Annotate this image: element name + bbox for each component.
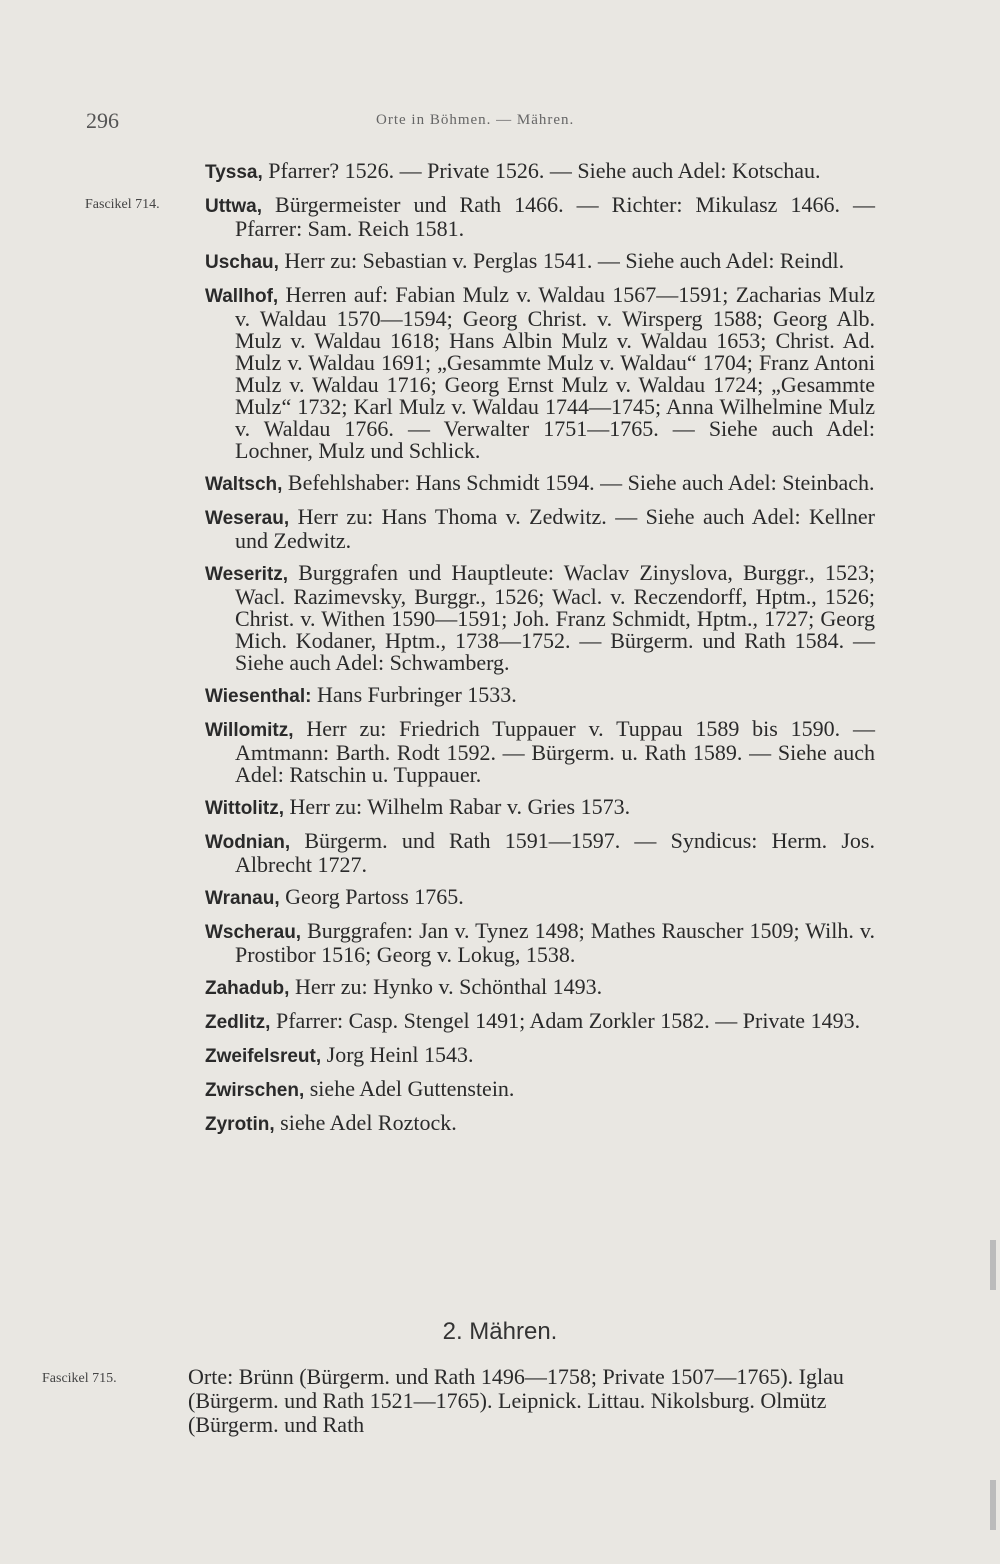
entry-text: Pfarrer: Casp. Stengel 1491; Adam Zorkler 1582. — Private 1493. <box>270 1008 861 1033</box>
page-header <box>0 108 1000 138</box>
place-entry <box>205 1010 875 1034</box>
place-name: Willomitz, <box>205 720 294 741</box>
place-name: Wittolitz, <box>205 798 284 819</box>
moravia-paragraph <box>42 1364 848 1437</box>
place-entry <box>205 886 875 910</box>
place-entry <box>205 506 875 552</box>
place-name: Wranau, <box>205 888 280 909</box>
entry-text: Hans Furbringer 1533. <box>311 682 517 707</box>
place-entry <box>205 160 875 184</box>
entry-text: Herr zu: Friedrich Tuppauer v. Tuppau 1589 bis 1590. — Amtmann: Barth. Rodt 1592. — Bürgerm. u. Rath 1589. — Siehe auch Adel: Ratschin u. Tuppauer. <box>235 716 875 787</box>
place-entry <box>205 796 875 820</box>
entry-body <box>205 1112 875 1136</box>
place-name: Waltsch, <box>205 474 283 495</box>
place-name: Zedlitz, <box>205 1012 271 1033</box>
entry-body <box>205 562 875 674</box>
entry-body <box>205 160 875 184</box>
entry-body <box>205 886 875 910</box>
place-name: Weseritz, <box>205 564 289 585</box>
entry-text: Herr zu: Hans Thoma v. Zedwitz. — Siehe auch Adel: Kellner und Zedwitz. <box>235 504 875 553</box>
entry-text: Jorg Heinl 1543. <box>321 1042 474 1067</box>
entry-text: Burggrafen und Hauptleute: Waclav Zinyslova, Burggr., 1523; Wacl. Razimevsky, Burggr., 1526; Wacl. v. Reczendorff, Hptm., 1526; Christ. v. Withen 1590—1591; Joh. Franz Schmidt, Hptm., 1727; Georg Mich. Kodaner, Hptm., 1738—1752. — Bürgerm. und Rath 1584. — Siehe auch Adel: Schwamberg. <box>235 560 875 675</box>
entry-text: Herren auf: Fabian Mulz v. Waldau 1567—1591; Zacharias Mulz v. Waldau 1570—1594; Georg Christ. v. Wirsperg 1588; Georg Alb. Mulz v. Waldau 1618; Hans Albin Mulz v. Waldau 1653; Christ. Ad. Mulz v. Waldau 1691; „Gesammte Mulz v. Waldau“ 1704; Franz Antoni Mulz v. Waldau 1716; Georg Ernst Mulz v. Waldau 1724; „Gesammte Mulz“ 1732; Karl Mulz v. Waldau 1744—1745; Anna Wilhelmine Mulz v. Waldau 1766. — Verwalter 1751—1765. — Siehe auch Adel: Lochner, Mulz und Schlick. <box>235 282 875 463</box>
place-entry <box>205 718 875 786</box>
entry-body <box>205 1078 875 1102</box>
place-entry <box>205 250 875 274</box>
place-entry <box>205 1078 875 1102</box>
section-title: 2. Mähren. <box>442 1318 558 1345</box>
entry-text: siehe Adel Roztock. <box>274 1110 457 1135</box>
entry-text: Georg Partoss 1765. <box>279 884 464 909</box>
page-edge-mark <box>990 1480 996 1530</box>
entry-body <box>205 684 875 708</box>
entry-body <box>205 284 875 462</box>
place-name: Wscherau, <box>205 922 302 943</box>
place-entry <box>205 472 875 496</box>
moravia-text: Orte: Brünn (Bürgerm. und Rath 1496—1758; Private 1507—1765). Iglau (Bürgerm. und Rath 1521—1765). Leipnick. Littau. Nikolsburg. Olmütz (Bürgerm. und Rath <box>188 1364 844 1437</box>
entry-text: Herr zu: Wilhelm Rabar v. Gries 1573. <box>283 794 631 819</box>
place-entry <box>85 192 875 241</box>
entry-text: Pfarrer? 1526. — Private 1526. — Siehe auch Adel: Kotschau. <box>262 158 821 183</box>
place-entry <box>205 1112 875 1136</box>
entry-body <box>205 194 875 240</box>
entry-body <box>205 1044 875 1068</box>
entry-body <box>205 506 875 552</box>
place-entry <box>205 284 875 462</box>
place-name: Zyrotin, <box>205 1114 275 1135</box>
place-name: Wodnian, <box>205 832 291 853</box>
place-name: Zweifelsreut, <box>205 1046 322 1067</box>
place-name: Weserau, <box>205 508 290 529</box>
running-title: Orte in Böhmen. — Mähren. <box>376 112 575 128</box>
page-edge-mark <box>990 1240 996 1290</box>
place-name: Zwirschen, <box>205 1080 305 1101</box>
place-entry <box>205 830 875 876</box>
place-name: Uschau, <box>205 252 279 273</box>
place-entry <box>205 1044 875 1068</box>
entry-text: Befehlshaber: Hans Schmidt 1594. — Siehe auch Adel: Steinbach. <box>282 470 875 495</box>
place-name: Zahadub, <box>205 978 290 999</box>
entry-body <box>205 472 875 496</box>
entry-text: Herr zu: Sebastian v. Perglas 1541. — Siehe auch Adel: Reindl. <box>278 248 845 273</box>
place-name: Wallhof, <box>205 286 279 307</box>
entry-text: Bürgerm. und Rath 1591—1597. — Syndicus: Herm. Jos. Albrecht 1727. <box>235 828 875 877</box>
place-name: Tyssa, <box>205 162 263 183</box>
entry-text: Bürgermeister und Rath 1466. — Richter: Mikulasz 1466. — Pfarrer: Sam. Reich 1581. <box>235 192 875 241</box>
place-entry <box>205 976 875 1000</box>
fascicle-note: Fascikel 715. <box>42 1371 117 1386</box>
entry-body <box>205 920 875 966</box>
entry-body <box>205 830 875 876</box>
page-number: 296 <box>86 108 119 133</box>
place-entry <box>205 684 875 708</box>
entry-text: Herr zu: Hynko v. Schönthal 1493. <box>289 974 603 999</box>
entry-body <box>205 250 875 274</box>
entry-body <box>205 1010 875 1034</box>
fascicle-note: Fascikel 714. <box>85 197 160 212</box>
place-name: Uttwa, <box>205 196 262 217</box>
entry-body <box>205 718 875 786</box>
place-entry <box>205 920 875 966</box>
place-entries <box>0 160 1000 1146</box>
entry-text: siehe Adel Guttenstein. <box>304 1076 515 1101</box>
entry-body <box>205 796 875 820</box>
place-name: Wiesenthal: <box>205 686 312 707</box>
entry-text: Burggrafen: Jan v. Tynez 1498; Mathes Rauscher 1509; Wilh. v. Prostibor 1516; Georg v. Lokug, 1538. <box>235 918 875 967</box>
entry-body <box>205 976 875 1000</box>
place-entry <box>205 562 875 674</box>
